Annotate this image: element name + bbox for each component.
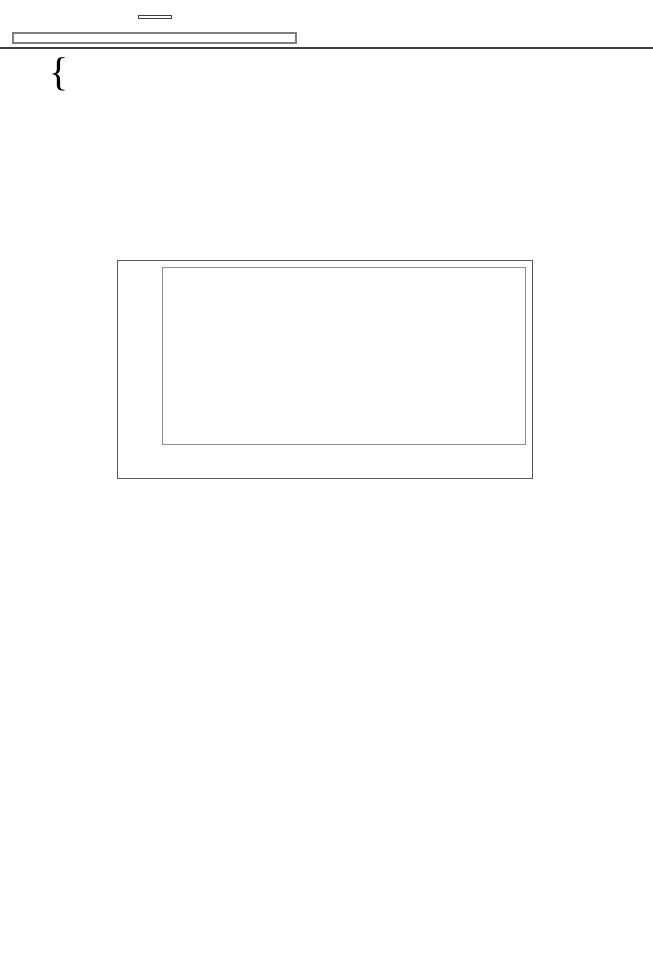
header-left bbox=[8, 5, 301, 44]
problem-3a bbox=[61, 133, 644, 153]
problem-2a bbox=[61, 92, 644, 112]
problem-4d bbox=[61, 236, 644, 256]
problem-4c bbox=[61, 215, 644, 235]
problem-4a bbox=[61, 174, 644, 194]
chart-x-axis bbox=[162, 450, 524, 470]
chart-plot-area bbox=[162, 267, 526, 445]
subject-grade-line bbox=[301, 5, 645, 28]
exam-body bbox=[0, 49, 653, 479]
sbd-room-box bbox=[12, 32, 297, 44]
problem-2b bbox=[61, 113, 644, 133]
header bbox=[0, 0, 653, 47]
smartphone-sales-chart bbox=[117, 260, 533, 479]
system-brace: { bbox=[49, 49, 69, 95]
chart-y-axis bbox=[120, 267, 162, 443]
problem-3b bbox=[61, 154, 644, 174]
header-right bbox=[301, 5, 645, 44]
problem-1b bbox=[49, 49, 644, 95]
problem-4b bbox=[61, 195, 644, 215]
official-exam-stamp bbox=[138, 15, 172, 19]
